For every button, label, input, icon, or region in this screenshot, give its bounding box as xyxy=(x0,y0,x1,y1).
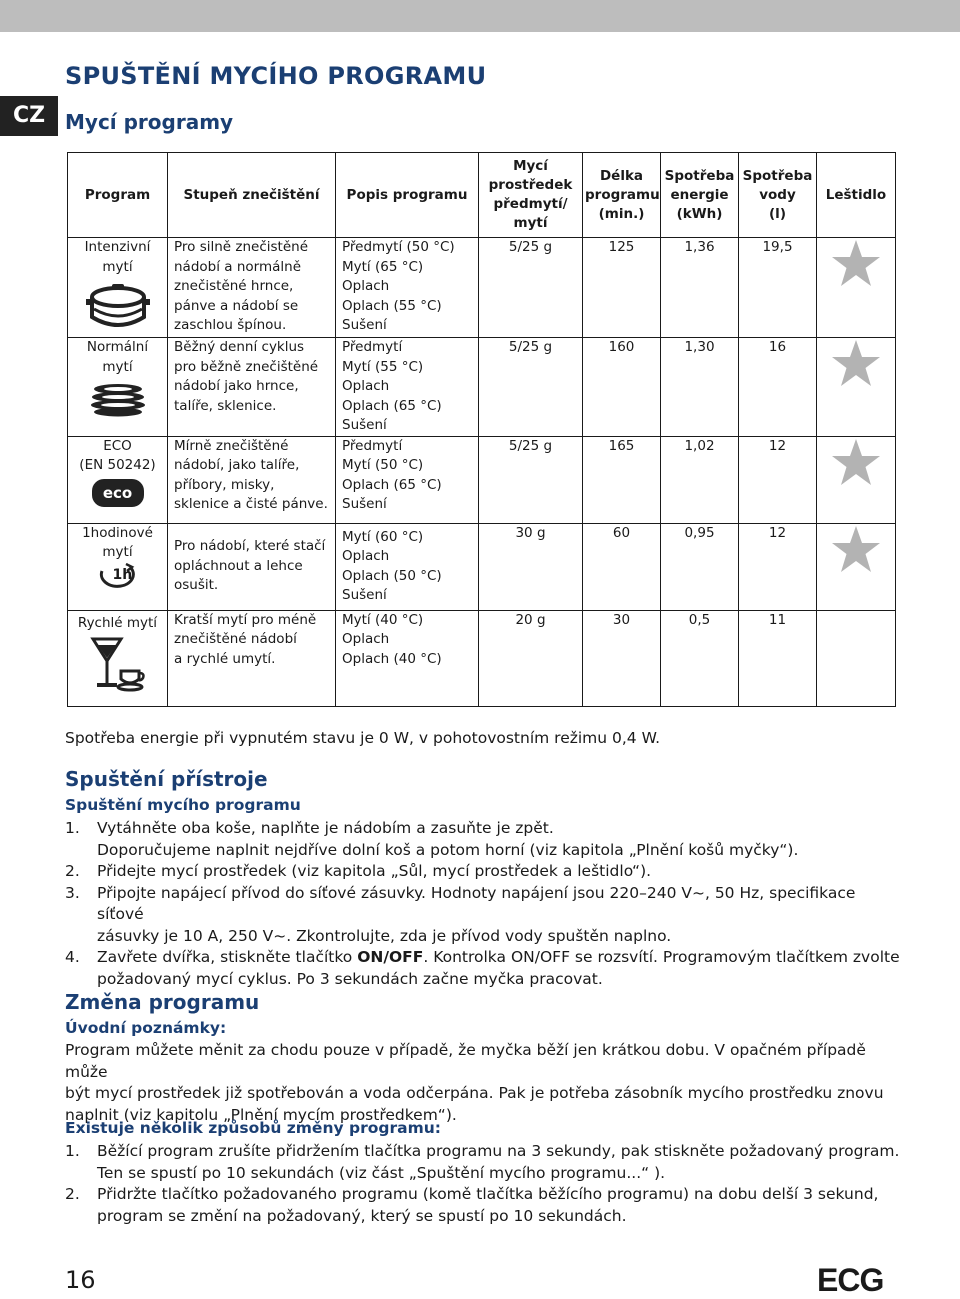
soil-line: znečistěné hrnce, xyxy=(174,278,294,294)
desc-line: Oplach xyxy=(342,631,390,647)
header-rinse: Leštidlo xyxy=(817,153,896,238)
table-header-row xyxy=(68,153,896,238)
top-gray-strip xyxy=(0,0,960,32)
header-detergent xyxy=(479,153,583,238)
desc-cell xyxy=(336,338,479,437)
energy-value: 1,02 xyxy=(661,436,739,523)
detergent-value: 5/25 g xyxy=(479,238,583,338)
list-item xyxy=(65,1184,905,1227)
table-row xyxy=(68,523,896,610)
program-name: mytí xyxy=(102,258,133,275)
header-energy-line: Spotřeba xyxy=(664,167,735,184)
desc-line: Sušení xyxy=(342,417,387,433)
energy-value: 0,5 xyxy=(661,610,739,706)
desc-cell xyxy=(336,523,479,610)
list-item xyxy=(65,947,905,990)
pot-icon xyxy=(86,283,150,333)
star-icon xyxy=(830,437,882,487)
start-heading: Spuštění přístroje xyxy=(65,767,268,791)
energy-value: 1,36 xyxy=(661,238,739,338)
desc-line: Oplach xyxy=(342,378,390,394)
soil-line: Pro nádobí, které stačí xyxy=(174,538,326,555)
start-steps-list xyxy=(65,818,905,990)
desc-line: Mytí (60 °C) xyxy=(342,528,424,545)
desc-cell xyxy=(336,436,479,523)
soil-line: znečištěné nádobí xyxy=(174,631,297,647)
star-icon xyxy=(830,338,882,388)
energy-note: Spotřeba energie při vypnutém stavu je 0 W, v pohotovostním režimu 0,4 W. xyxy=(65,729,661,747)
energy-value: 0,95 xyxy=(661,523,739,610)
duration-value: 165 xyxy=(583,436,661,523)
rinse-cell xyxy=(817,436,896,523)
soil-cell xyxy=(168,338,336,437)
desc-line: Oplach (65 °C) xyxy=(342,476,442,493)
program-name: ECO xyxy=(103,437,132,454)
paragraph-line: být mycí prostředek již spotřebován a voda odčerpána. Pak je potřeba zásobník mycího prostředku znovu xyxy=(65,1084,884,1102)
header-water-line: Spotřeba xyxy=(742,167,813,184)
soil-line: Pro silně znečistěné xyxy=(174,239,309,255)
duration-value: 30 xyxy=(583,610,661,706)
header-detergent-line: prostředek xyxy=(488,177,573,193)
table-row xyxy=(68,610,896,706)
desc-line: Mytí (65 °C) xyxy=(342,258,424,275)
rinse-cell xyxy=(817,338,896,437)
desc-line: Oplach (55 °C) xyxy=(342,297,442,314)
one-hour-icon xyxy=(96,563,140,593)
detergent-value: 20 g xyxy=(479,610,583,706)
list-line: Doporučujeme naplnit nejdříve dolní koš a potom horní (viz kapitola „Plnění košů myčky“). xyxy=(97,840,799,859)
list-number: 4. xyxy=(65,948,80,966)
list-line: zásuvky je 10 A, 250 V~. Zkontrolujte, zda je přívod vody spuštěn naplno. xyxy=(97,926,672,945)
water-value: 16 xyxy=(739,338,817,437)
list-line: požadovaný mycí cyklus. Po 3 sekundách začne myčka pracovat. xyxy=(97,969,603,988)
list-line: Běžící program zrušíte přidržením tlačítka programu na 3 sekundy, pak stiskněte požadovaný program. xyxy=(97,1142,900,1160)
start-subheading: Spuštění mycího programu xyxy=(65,796,301,814)
list-line: Vytáhněte oba koše, naplňte je nádobím a zasuňte je zpět. xyxy=(97,819,554,837)
soil-line: pánve a nádobí se xyxy=(174,297,299,314)
desc-line: Oplach (65 °C) xyxy=(342,397,442,414)
soil-line: opláchnout a lehce xyxy=(174,557,303,574)
header-energy xyxy=(661,153,739,238)
program-cell xyxy=(68,523,168,610)
header-soil: Stupeň znečištění xyxy=(168,153,336,238)
on-off-label: ON/OFF xyxy=(357,948,424,966)
table-row xyxy=(68,338,896,437)
soil-line: příbory, misky, xyxy=(174,476,275,493)
rinse-cell-empty xyxy=(817,610,896,706)
list-line xyxy=(97,947,905,969)
duration-value: 125 xyxy=(583,238,661,338)
duration-value: 60 xyxy=(583,523,661,610)
table-row xyxy=(68,238,896,338)
language-tab: CZ xyxy=(0,96,58,136)
glass-cup-icon xyxy=(87,635,149,695)
brand-logo: ECG xyxy=(817,1262,884,1298)
list-line: Přidržte tlačítko požadovaného programu (komě tlačítka běžícího programu) na dobu delší 3 sekund, xyxy=(97,1185,879,1203)
header-duration-line: (min.) xyxy=(598,205,645,222)
desc-line: Mytí (55 °C) xyxy=(342,358,424,375)
change-ways-heading: Existuje několik způsobů změny programu: xyxy=(65,1119,441,1137)
header-duration-line: Délka xyxy=(599,167,644,184)
detergent-value: 5/25 g xyxy=(479,436,583,523)
header-program: Program xyxy=(68,153,168,238)
star-icon xyxy=(830,238,882,288)
water-value: 19,5 xyxy=(739,238,817,338)
header-energy-line: energie xyxy=(670,186,729,203)
soil-line: Mírně znečištěné xyxy=(174,437,289,454)
list-item xyxy=(65,1141,905,1184)
energy-value: 1,30 xyxy=(661,338,739,437)
list-line: Ten se spustí po 10 sekundách (viz část „Spuštění mycího programu...“ ). xyxy=(97,1163,666,1182)
program-name: mytí xyxy=(102,358,133,375)
soil-line: zaschlou špínou. xyxy=(174,317,287,333)
program-cell xyxy=(68,238,168,338)
soil-cell xyxy=(168,610,336,706)
desc-line: Mytí (50 °C) xyxy=(342,457,424,473)
list-number: 2. xyxy=(65,862,80,880)
list-number: 1. xyxy=(65,819,80,837)
header-detergent-line: Mycí xyxy=(513,158,548,174)
list-item xyxy=(65,883,905,948)
desc-line: Oplach (50 °C) xyxy=(342,567,442,584)
desc-line: Předmytí (50 °C) xyxy=(342,239,455,255)
table-row xyxy=(68,436,896,523)
desc-line: Sušení xyxy=(342,587,387,603)
header-water-line: vody xyxy=(759,186,796,203)
program-name: mytí xyxy=(102,544,133,560)
duration-value: 160 xyxy=(583,338,661,437)
page-title: SPUŠTĚNÍ MYCÍHO PROGRAMU xyxy=(65,62,487,90)
section-title-programs: Mycí programy xyxy=(65,110,234,134)
change-notes-paragraph xyxy=(65,1040,900,1126)
paragraph-line: Program můžete měnit za chodu pouze v případě, že myčka běží jen krátkou dobu. V opačném případě může xyxy=(65,1041,866,1081)
list-number: 3. xyxy=(65,883,80,902)
program-name: Normální xyxy=(86,339,149,355)
soil-line: a rychlé umytí. xyxy=(174,650,276,667)
water-value: 11 xyxy=(739,610,817,706)
header-water xyxy=(739,153,817,238)
star-icon xyxy=(830,524,882,574)
soil-cell xyxy=(168,238,336,338)
list-number: 1. xyxy=(65,1142,80,1160)
desc-line: Sušení xyxy=(342,496,387,512)
program-name: 1hodinové xyxy=(82,524,153,541)
header-detergent-line: mytí xyxy=(513,215,548,231)
header-energy-line: (kWh) xyxy=(676,205,723,222)
soil-line: nádobí, jako talíře, xyxy=(174,457,300,473)
header-duration xyxy=(583,153,661,238)
program-name: Intenzivní xyxy=(84,239,151,255)
header-duration-line: programu xyxy=(585,186,660,203)
list-line: Přidejte mycí prostředek (viz kapitola „Sůl, mycí prostředek a leštidlo“). xyxy=(97,862,652,880)
desc-line: Předmytí xyxy=(342,437,403,454)
water-value: 12 xyxy=(739,436,817,523)
one-hour-icon-label: 1h xyxy=(112,566,133,583)
list-item xyxy=(65,861,905,883)
paragraph-line: naplnit (viz kapitolu „Plnění mycím prostředkem“). xyxy=(65,1105,457,1124)
desc-cell xyxy=(336,610,479,706)
page-number: 16 xyxy=(65,1266,96,1294)
list-text: . Kontrolka ON/OFF se rozsvítí. Programovým tlačítkem zvolte xyxy=(423,948,900,966)
program-name: (EN 50242) xyxy=(79,457,156,473)
list-text: Zavřete dvířka, stiskněte tlačítko xyxy=(97,948,358,966)
soil-line: Běžný denní cyklus xyxy=(174,339,305,355)
soil-line: Kratší mytí pro méně xyxy=(174,611,317,628)
desc-line: Sušení xyxy=(342,317,387,333)
detergent-value: 30 g xyxy=(479,523,583,610)
list-number: 2. xyxy=(65,1185,80,1203)
plates-stack-icon xyxy=(89,383,147,417)
program-cell xyxy=(68,610,168,706)
change-notes-heading: Úvodní poznámky: xyxy=(65,1019,227,1037)
desc-line: Oplach xyxy=(342,278,390,294)
programs-table xyxy=(67,152,896,707)
eco-icon xyxy=(92,479,144,507)
program-cell xyxy=(68,436,168,523)
soil-cell xyxy=(168,523,336,610)
rinse-cell xyxy=(817,523,896,610)
eco-icon-label: eco xyxy=(102,483,133,502)
list-line: program se změní na požadovaný, který se spustí po 10 sekundách. xyxy=(97,1206,627,1225)
soil-line: talíře, sklenice. xyxy=(174,397,277,414)
desc-line: Oplach xyxy=(342,548,390,564)
soil-line: sklenice a čisté pánve. xyxy=(174,496,328,512)
desc-line: Oplach (40 °C) xyxy=(342,650,442,667)
soil-line: osušit. xyxy=(174,577,219,594)
soil-line: pro běžně znečištěné xyxy=(174,358,319,375)
list-item xyxy=(65,818,905,861)
program-cell xyxy=(68,338,168,437)
change-heading: Změna programu xyxy=(65,990,260,1014)
desc-line: Předmytí xyxy=(342,339,403,355)
water-value: 12 xyxy=(739,523,817,610)
soil-cell xyxy=(168,436,336,523)
desc-line: Mytí (40 °C) xyxy=(342,611,424,628)
program-name: Rychlé mytí xyxy=(77,614,158,631)
header-desc: Popis programu xyxy=(336,153,479,238)
header-water-line: (l) xyxy=(769,205,786,222)
change-ways-list xyxy=(65,1141,905,1227)
desc-cell xyxy=(336,238,479,338)
header-detergent-line: předmytí/ xyxy=(493,196,568,212)
soil-line: nádobí a normálně xyxy=(174,258,301,275)
detergent-value: 5/25 g xyxy=(479,338,583,437)
list-line: Připojte napájecí přívod do síťové zásuvky. Hodnoty napájení jsou 220–240 V~, 50 Hz, specifikace síťové xyxy=(97,883,856,923)
soil-line: nádobí jako hrnce, xyxy=(174,378,299,394)
rinse-cell xyxy=(817,238,896,338)
